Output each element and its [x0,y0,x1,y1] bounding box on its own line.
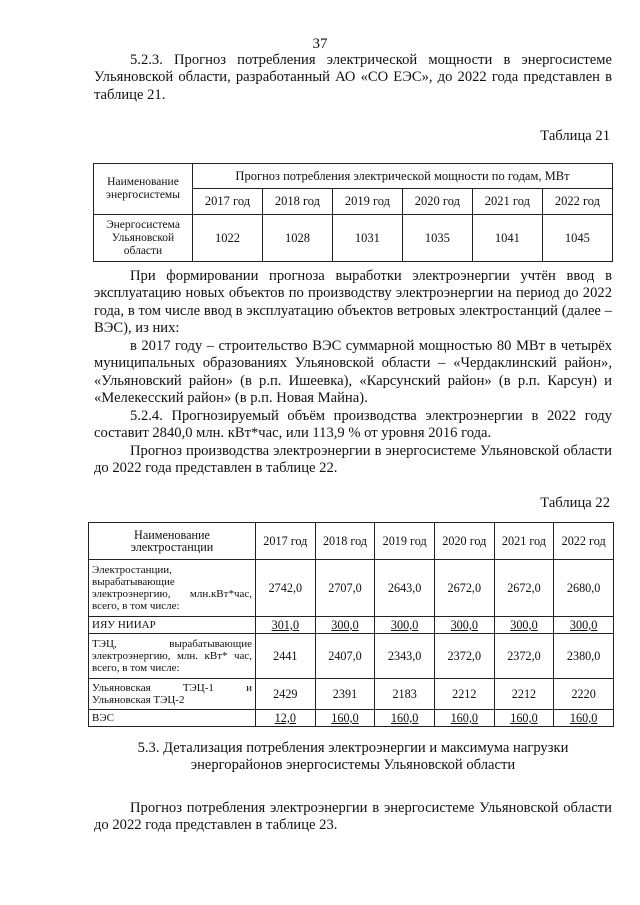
table-22-cell: 2680,0 [554,560,614,617]
table-22-row-name: Электростанции, вырабатывающие электроэнергию, млн.кВт*час, всего, в том числе: [89,560,256,617]
table-row [89,710,614,727]
table-22-cell: 2643,0 [375,560,435,617]
page-number: 37 [312,36,328,52]
table-22-row-name: ИЯУ НИИАР [89,617,256,634]
table-22-header-name: Наименование электростанции [89,523,256,560]
table-22-year: 2018 год [315,523,375,560]
table-22-cell: 2672,0 [494,560,554,617]
paragraph-5-2-3: 5.2.3. Прогноз потребления электрической мощности в энергосистеме Ульяновской области, разработанный АО «СО ЕЭС», до 2022 года представлен в таблице 21. [94,52,612,103]
table-22-cell: 2672,0 [434,560,494,617]
table-22-cell: 2391 [315,679,375,710]
table-21-cell: 1045 [542,215,612,262]
table-21-year: 2018 год [262,189,332,215]
table-22-cell: 160,0 [554,710,614,727]
table-22-cell: 300,0 [554,617,614,634]
table-22-cell: 160,0 [494,710,554,727]
table-21-cell: 1041 [472,215,542,262]
table-22-row-name: ВЭС [89,710,256,727]
table-22-year: 2021 год [494,523,554,560]
table-22-year: 2022 год [554,523,614,560]
table-22-year: 2019 год [375,523,435,560]
table-21-cell: 1022 [193,215,263,262]
table-22-cell: 160,0 [434,710,494,727]
paragraph-table-23-intro: Прогноз потребления электроэнергии в энергосистеме Ульяновской области до 2022 года представлен в таблице 23. [94,800,612,834]
table-22-cell: 2429 [256,679,316,710]
table-row [89,560,614,617]
paragraph-5-2-4: 5.2.4. Прогнозируемый объём производства электроэнергии в 2022 году составит 2840,0 млн. кВт*час, или 113,9 % от уровня 2016 года. [94,408,612,442]
table-22-cell: 2407,0 [315,634,375,679]
table-row [89,634,614,679]
table-22-cell: 2441 [256,634,316,679]
table-row [94,215,613,262]
table-21-cell: 1035 [402,215,472,262]
table-21-year: 2017 год [193,189,263,215]
table-22-cell: 300,0 [315,617,375,634]
table-22-row-name: ТЭЦ, вырабатывающие электроэнергию, млн. кВт* час, всего, в том числе: [89,634,256,679]
table-22-cell: 2380,0 [554,634,614,679]
table-21-year: 2021 год [472,189,542,215]
table-21-year: 2019 год [332,189,402,215]
table-22-row-name: Ульяновская ТЭЦ-1 и Ульяновская ТЭЦ-2 [89,679,256,710]
paragraph-wind-plants: в 2017 году – строительство ВЭС суммарной мощностью 80 МВт в четырёх муниципальных образованиях Ульяновской области – «Чердаклинский район», «Ульяновский район» (в р.п. Ишеевка), «Карсунский район» (в р.п. Карсун) и «Мелекесский район» (в р.п. Новая Майна). [94,338,612,407]
table-row [89,617,614,634]
table-22-cell: 2212 [434,679,494,710]
table-22-cell: 300,0 [375,617,435,634]
paragraph-table-22-intro: Прогноз производства электроэнергии в энергосистеме Ульяновской области до 2022 года представлен в таблице 22. [94,443,612,477]
table-22-cell: 2220 [554,679,614,710]
table-22-cell: 2212 [494,679,554,710]
table-row [89,679,614,710]
table-21-year: 2022 год [542,189,612,215]
paragraph-forecast-basis: При формировании прогноза выработки электроэнергии учтён ввод в эксплуатацию новых объектов по производству электроэнергии на период до 2022 года, в том числе ввод в эксплуатацию объектов ветровых электростанций (далее – ВЭС), из них: [94,268,612,337]
table-21-header-group: Прогноз потребления электрической мощности по годам, МВт [193,164,613,189]
table-21-header-name: Наименование энергосистемы [94,164,193,215]
table-22-cell: 2372,0 [494,634,554,679]
table-22-cell: 160,0 [315,710,375,727]
table-22-cell: 12,0 [256,710,316,727]
table-21-cell: 1031 [332,215,402,262]
table-22-cell: 2343,0 [375,634,435,679]
section-heading-5-3: 5.3. Детализация потребления электроэнергии и максимума нагрузки энергорайонов энергосистемы Ульяновской области [137,740,569,774]
table-22-caption: Таблица 22 [540,495,610,511]
table-22-cell: 2372,0 [434,634,494,679]
table-22-cell: 2183 [375,679,435,710]
table-22-year: 2017 год [256,523,316,560]
table-21-caption: Таблица 21 [540,128,610,144]
table-21-cell: 1028 [262,215,332,262]
table-21 [93,163,613,262]
table-22-cell: 300,0 [494,617,554,634]
table-21-row-name: Энергосистема Ульяновской области [94,215,193,262]
table-22 [88,522,614,727]
table-22-cell: 160,0 [375,710,435,727]
table-21-year: 2020 год [402,189,472,215]
table-22-cell: 2742,0 [256,560,316,617]
table-22-year: 2020 год [434,523,494,560]
table-22-cell: 301,0 [256,617,316,634]
table-22-cell: 2707,0 [315,560,375,617]
table-22-cell: 300,0 [434,617,494,634]
